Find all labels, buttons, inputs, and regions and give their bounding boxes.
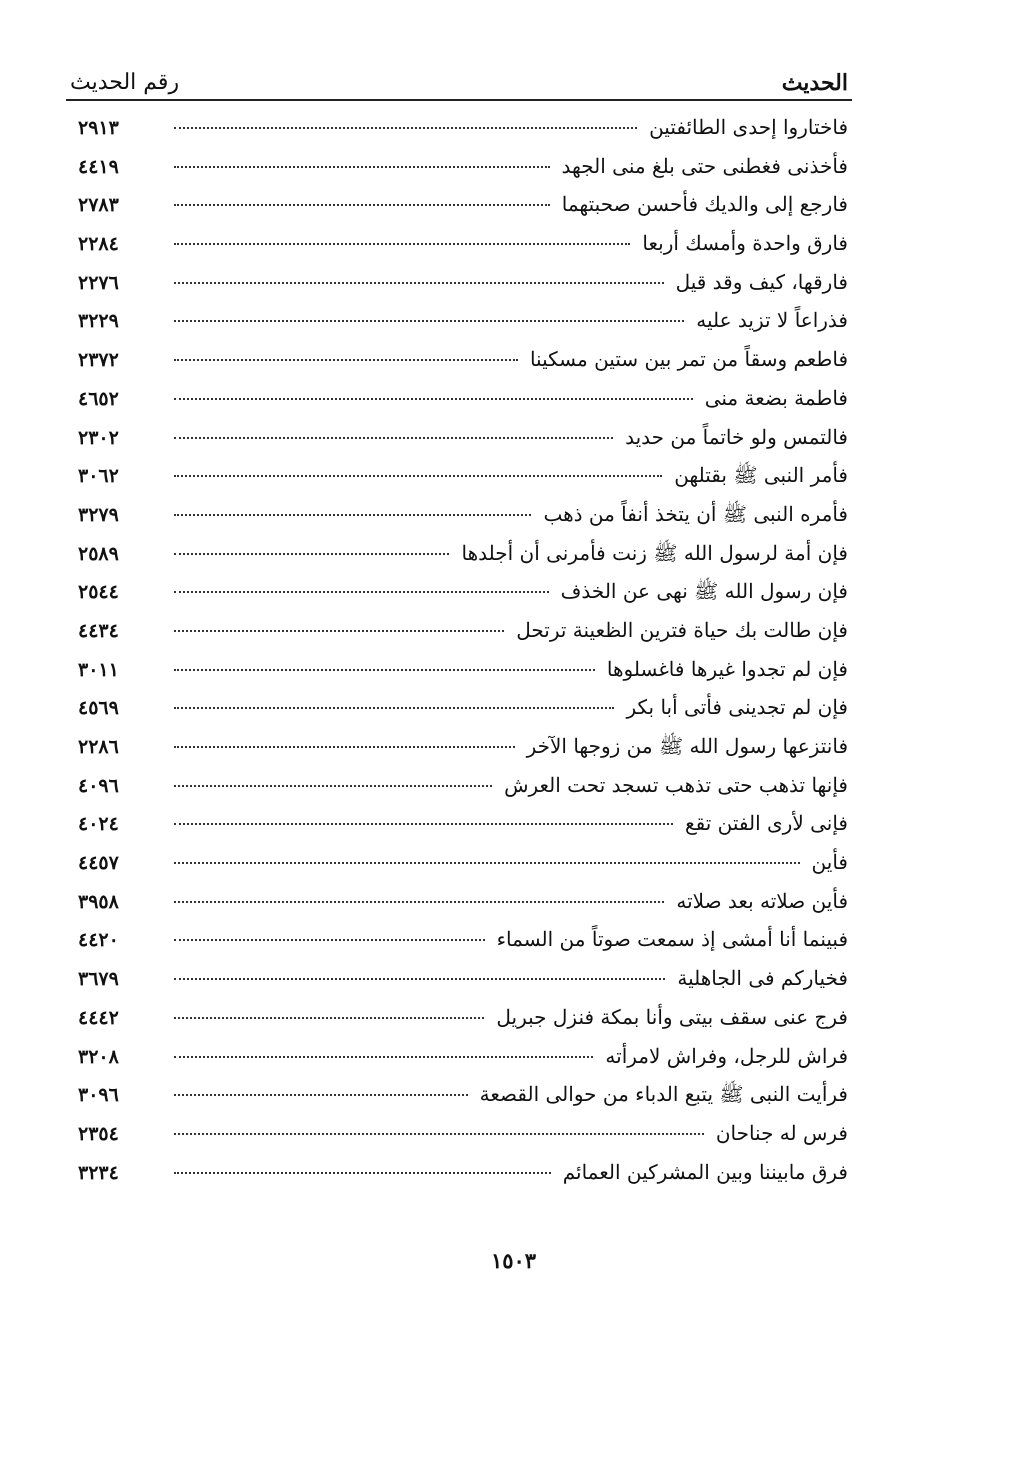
- list-item: [66, 308, 852, 347]
- hadith-text: فارقها، كيف وقد قيل: [675, 269, 848, 294]
- dot-leader: [174, 1094, 468, 1096]
- dot-leader: [174, 707, 614, 709]
- dot-leader: [174, 823, 673, 825]
- list-item: [66, 1044, 852, 1083]
- hadith-text: فأمره النبى ﷺ أن يتخذ أنفاً من ذهب: [543, 501, 848, 526]
- list-item: [66, 618, 852, 657]
- hadith-number: ٢٥٤٤: [78, 581, 119, 604]
- hadith-text: فارجع إلى والديك فأحسن صحبتهما: [561, 192, 848, 217]
- list-item: [66, 1121, 852, 1160]
- hadith-number: ٣٢٧٩: [78, 503, 119, 526]
- list-item: [66, 463, 852, 502]
- hadith-number: ٣٩٥٨: [78, 890, 119, 913]
- list-item: [66, 1160, 852, 1199]
- hadith-text: فاطعم وسقاً من تمر بين ستين مسكينا: [529, 347, 848, 372]
- hadith-text: فأين: [811, 850, 848, 875]
- hadith-number-column-heading: رقم الحديث: [70, 69, 180, 95]
- dot-leader: [174, 320, 684, 322]
- dot-leader: [174, 746, 515, 748]
- hadith-text: فراش للرجل، وفراش لامرأته: [605, 1043, 848, 1068]
- hadith-number: ٣٠٩٦: [78, 1084, 119, 1107]
- hadith-text: فارق واحدة وأمسك أربعا: [642, 231, 848, 256]
- hadith-number: ٢٩١٣: [78, 117, 119, 139]
- list-item: [66, 192, 852, 231]
- hadith-text: فإنها تذهب حتى تذهب تسجد تحت العرش: [504, 772, 848, 797]
- hadith-text: فرأيت النبى ﷺ يتبع الدباء من حوالى القصعة: [479, 1082, 848, 1107]
- list-item: [66, 695, 852, 734]
- hadith-text: فإن طالت بك حياة فترين الظعينة ترتحل: [516, 617, 848, 642]
- list-item: [66, 579, 852, 618]
- hadith-text: فاختاروا إحدى الطائفتين: [649, 115, 848, 139]
- list-item: [66, 811, 852, 850]
- dot-leader: [174, 1056, 593, 1058]
- list-item: [66, 115, 852, 154]
- dot-leader: [174, 862, 800, 864]
- hadith-text: فرق مابيننا وبين المشركين العمائم: [562, 1159, 848, 1184]
- hadith-text: فخياركم فى الجاهلية: [677, 966, 848, 991]
- hadith-number: ٢٣٠٢: [78, 426, 119, 449]
- dot-leader: [174, 359, 518, 361]
- dot-leader: [174, 939, 485, 941]
- list-item: [66, 1082, 852, 1121]
- list-item: [66, 966, 852, 1005]
- list-item: [66, 347, 852, 386]
- list-item: [66, 386, 852, 425]
- hadith-number: ٣٢٠٨: [78, 1045, 119, 1068]
- hadith-text: فإنى لأرى الفتن تقع: [684, 811, 848, 836]
- hadith-number: ٢٧٨٣: [78, 194, 119, 217]
- hadith-number: ٣٢٢٩: [78, 310, 119, 333]
- hadith-text: فإن رسول الله ﷺ نهى عن الخذف: [560, 579, 848, 604]
- hadith-column-heading: الحديث: [781, 69, 848, 96]
- dot-leader: [174, 514, 531, 516]
- hadith-text: فاطمة بضعة منى: [704, 385, 848, 410]
- dot-leader: [174, 901, 664, 903]
- dot-leader: [174, 669, 595, 671]
- dot-leader: [174, 127, 637, 129]
- hadith-text: فرس له جناحان: [715, 1120, 848, 1145]
- page-header: [66, 55, 852, 101]
- hadith-number: ٤٦٥٢: [78, 387, 119, 410]
- hadith-text: فبينما أنا أمشى إذ سمعت صوتاً من السماء: [496, 927, 848, 952]
- list-item: [66, 657, 852, 696]
- hadith-text: فأخذنى فغطنى حتى بلغ منى الجهد: [561, 153, 848, 178]
- hadith-number: ٣٢٣٤: [78, 1161, 119, 1184]
- dot-leader: [174, 398, 693, 400]
- dot-leader: [174, 978, 665, 980]
- dot-leader: [174, 1017, 484, 1019]
- hadith-number: ٢٢٧٦: [78, 271, 119, 294]
- list-item: [66, 541, 852, 580]
- dot-leader: [174, 591, 549, 593]
- dot-leader: [174, 204, 550, 206]
- page-number: ١٥٠٣: [490, 1248, 537, 1273]
- list-item: [66, 734, 852, 773]
- index-page: [66, 55, 852, 1198]
- dot-leader: [174, 1133, 704, 1135]
- dot-leader: [174, 282, 664, 284]
- hadith-number: ٤٤٤٢: [78, 1006, 119, 1029]
- list-item: [66, 889, 852, 928]
- hadith-text: فإن أمة لرسول الله ﷺ زنت فأمرنى أن أجلدها: [461, 540, 848, 565]
- hadith-number: ٢٣٧٢: [78, 349, 119, 372]
- hadith-number: ٤٤١٩: [78, 155, 119, 178]
- hadith-text: فانتزعها رسول الله ﷺ من زوجها الآخر: [526, 734, 848, 758]
- hadith-number: ٢٢٨٦: [78, 736, 119, 758]
- hadith-number: ٣٠٦٢: [78, 465, 119, 488]
- hadith-number: ٤٤٢٠: [78, 929, 119, 952]
- hadith-text: فرج عنى سقف بيتى وأنا بمكة فنزل جبريل: [496, 1004, 848, 1029]
- dot-leader: [174, 475, 662, 477]
- list-item: [66, 927, 852, 966]
- list-item: [66, 154, 852, 193]
- dot-leader: [174, 630, 504, 632]
- list-item: [66, 425, 852, 464]
- list-item: [66, 773, 852, 812]
- list-item: [66, 270, 852, 309]
- list-item: [66, 231, 852, 270]
- dot-leader: [174, 553, 449, 555]
- dot-leader: [174, 166, 550, 168]
- dot-leader: [174, 437, 613, 439]
- list-item: [66, 502, 852, 541]
- list-item: [66, 850, 852, 889]
- hadith-text: فأين صلاته بعد صلاته: [676, 888, 848, 913]
- hadith-index-list: [66, 115, 852, 1198]
- hadith-number: ٢٥٨٩: [78, 542, 119, 565]
- hadith-number: ٣٦٧٩: [78, 968, 119, 991]
- hadith-number: ٤٤٣٤: [78, 619, 119, 642]
- hadith-number: ٤٥٦٩: [78, 697, 119, 720]
- hadith-number: ٤٠٩٦: [78, 774, 119, 797]
- hadith-text: فذراعاً لا تزيد عليه: [696, 308, 848, 333]
- hadith-text: فالتمس ولو خاتماً من حديد: [625, 424, 848, 449]
- dot-leader: [174, 785, 492, 787]
- hadith-number: ٢٣٥٤: [78, 1122, 119, 1145]
- hadith-text: فإن لم تجدينى فأتى أبا بكر: [626, 695, 848, 720]
- dot-leader: [174, 243, 630, 245]
- hadith-text: فأمر النبى ﷺ بقتلهن: [674, 463, 848, 488]
- dot-leader: [174, 1172, 551, 1174]
- hadith-number: ٢٢٨٤: [78, 233, 119, 256]
- hadith-number: ٣٠١١: [78, 658, 119, 681]
- hadith-number: ٤٠٢٤: [78, 813, 119, 836]
- hadith-text: فإن لم تجدوا غيرها فاغسلوها: [606, 656, 848, 681]
- list-item: [66, 1005, 852, 1044]
- hadith-number: ٤٤٥٧: [78, 852, 119, 875]
